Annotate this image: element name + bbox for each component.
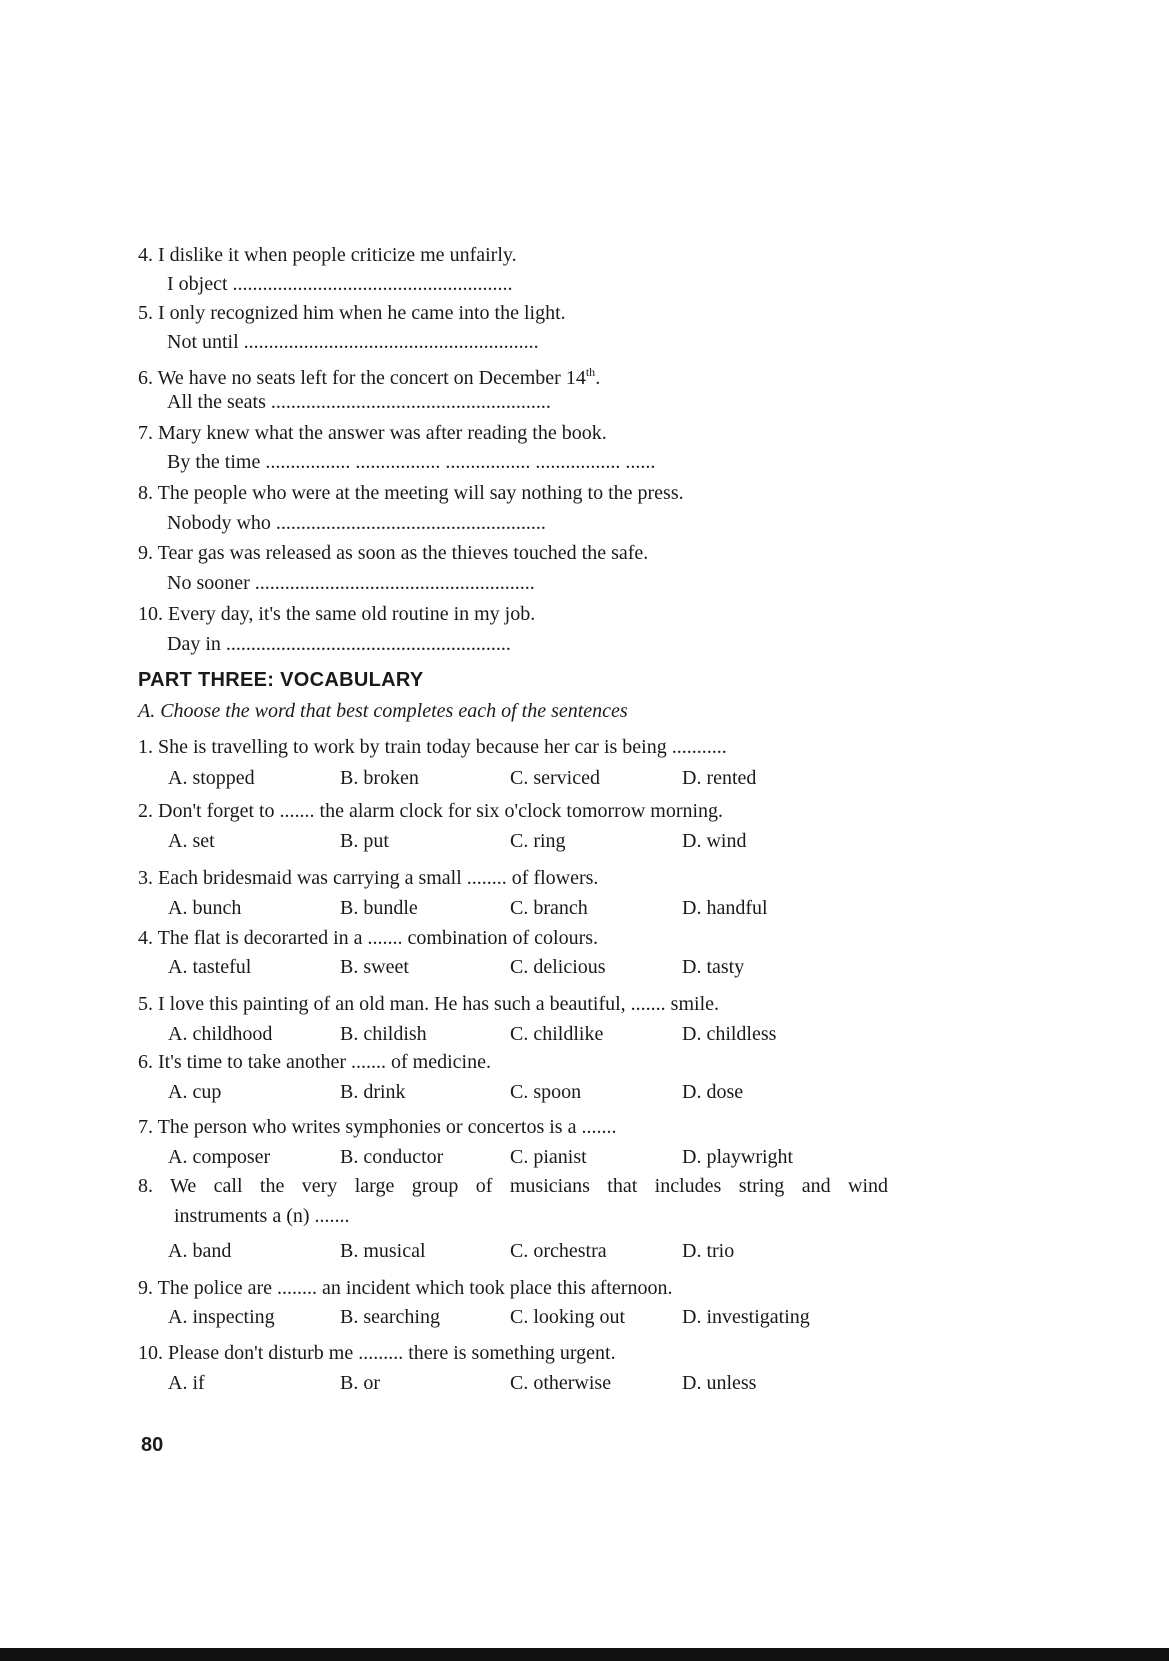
option-4d: D. tasty bbox=[682, 956, 745, 978]
option-4b: B. sweet bbox=[340, 956, 409, 978]
option-1c: C. serviced bbox=[510, 767, 600, 789]
transform-7-sentence: 7. Mary knew what the answer was after reading the book. bbox=[138, 422, 607, 444]
option-5b: B. childish bbox=[340, 1023, 427, 1045]
question-4: 4. The flat is decorarted in a ....... combination of colours. bbox=[138, 927, 599, 949]
option-8c: C. orchestra bbox=[510, 1240, 607, 1262]
section-instruction: A. Choose the word that best completes each of the sentences bbox=[138, 700, 628, 722]
transform-8-sentence: 8. The people who were at the meeting will say nothing to the press. bbox=[138, 482, 684, 504]
option-3a: A. bunch bbox=[168, 897, 242, 919]
option-7d: D. playwright bbox=[682, 1146, 794, 1168]
option-3d: D. handful bbox=[682, 897, 768, 919]
option-7c: C. pianist bbox=[510, 1146, 587, 1168]
option-10a: A. if bbox=[168, 1372, 205, 1394]
option-6b: B. drink bbox=[340, 1081, 406, 1103]
page-number: 80 bbox=[141, 1434, 164, 1456]
transform-7-rewrite: By the time ................. ................. ................. ................. ...... bbox=[167, 451, 656, 473]
transform-5-rewrite: Not until ........................................................... bbox=[167, 331, 539, 353]
option-3c: C. branch bbox=[510, 897, 588, 919]
option-4a: A. tasteful bbox=[168, 956, 252, 978]
transform-4-sentence: 4. I dislike it when people criticize me unfairly. bbox=[138, 244, 517, 266]
option-8b: B. musical bbox=[340, 1240, 426, 1262]
transform-6-sentence: 6. We have no seats left for the concert on December 14th. bbox=[138, 365, 601, 389]
transform-5-sentence: 5. I only recognized him when he came into the light. bbox=[138, 302, 566, 324]
option-8d: D. trio bbox=[682, 1240, 735, 1262]
option-4c: C. delicious bbox=[510, 956, 606, 978]
option-8a: A. band bbox=[168, 1240, 232, 1262]
option-10b: B. or bbox=[340, 1372, 380, 1394]
transform-9-sentence: 9. Tear gas was released as soon as the thieves touched the safe. bbox=[138, 542, 649, 564]
option-6d: D. dose bbox=[682, 1081, 744, 1103]
option-6c: C. spoon bbox=[510, 1081, 582, 1103]
option-2d: D. wind bbox=[682, 830, 747, 852]
transform-4-rewrite: I object ........................................................ bbox=[167, 273, 513, 295]
option-7a: A. composer bbox=[168, 1146, 271, 1168]
option-3b: B. bundle bbox=[340, 897, 418, 919]
option-2b: B. put bbox=[340, 830, 389, 852]
question-3: 3. Each bridesmaid was carrying a small ........ of flowers. bbox=[138, 867, 599, 889]
question-6: 6. It's time to take another ....... of medicine. bbox=[138, 1051, 491, 1073]
option-9b: B. searching bbox=[340, 1306, 440, 1328]
option-9d: D. investigating bbox=[682, 1306, 810, 1328]
option-5c: C. childlike bbox=[510, 1023, 604, 1045]
option-1b: B. broken bbox=[340, 767, 419, 789]
question-1: 1. She is travelling to work by train today because her car is being ........... bbox=[138, 736, 727, 758]
transform-6-rewrite: All the seats ........................................................ bbox=[167, 391, 551, 413]
section-heading: PART THREE: VOCABULARY bbox=[138, 669, 424, 691]
transform-10-rewrite: Day in ......................................................... bbox=[167, 633, 511, 655]
transform-9-rewrite: No sooner ........................................................ bbox=[167, 572, 535, 594]
option-1a: A. stopped bbox=[168, 767, 255, 789]
transform-8-rewrite: Nobody who ...................................................... bbox=[167, 512, 546, 534]
option-1d: D. rented bbox=[682, 767, 757, 789]
option-5d: D. childless bbox=[682, 1023, 777, 1045]
transform-10-sentence: 10. Every day, it's the same old routine in my job. bbox=[138, 603, 536, 625]
question-10: 10. Please don't disturb me ......... there is something urgent. bbox=[138, 1342, 616, 1364]
option-7b: B. conductor bbox=[340, 1146, 444, 1168]
option-10d: D. unless bbox=[682, 1372, 757, 1394]
option-10c: C. otherwise bbox=[510, 1372, 612, 1394]
option-5a: A. childhood bbox=[168, 1023, 273, 1045]
scan-bottom-edge bbox=[0, 1648, 1169, 1661]
question-2: 2. Don't forget to ....... the alarm clock for six o'clock tomorrow morning. bbox=[138, 800, 724, 822]
question-7: 7. The person who writes symphonies or concertos is a ....... bbox=[138, 1116, 617, 1138]
option-9c: C. looking out bbox=[510, 1306, 626, 1328]
question-5: 5. I love this painting of an old man. He has such a beautiful, ....... smile. bbox=[138, 993, 719, 1015]
question-9: 9. The police are ........ an incident which took place this afternoon. bbox=[138, 1277, 673, 1299]
option-2c: C. ring bbox=[510, 830, 566, 852]
option-2a: A. set bbox=[168, 830, 215, 852]
question-8: 8. We call the very large group of musicians that includes string and wind bbox=[138, 1175, 889, 1197]
question-8-continued: instruments a (n) ....... bbox=[174, 1205, 350, 1227]
option-6a: A. cup bbox=[168, 1081, 222, 1103]
option-9a: A. inspecting bbox=[168, 1306, 275, 1328]
